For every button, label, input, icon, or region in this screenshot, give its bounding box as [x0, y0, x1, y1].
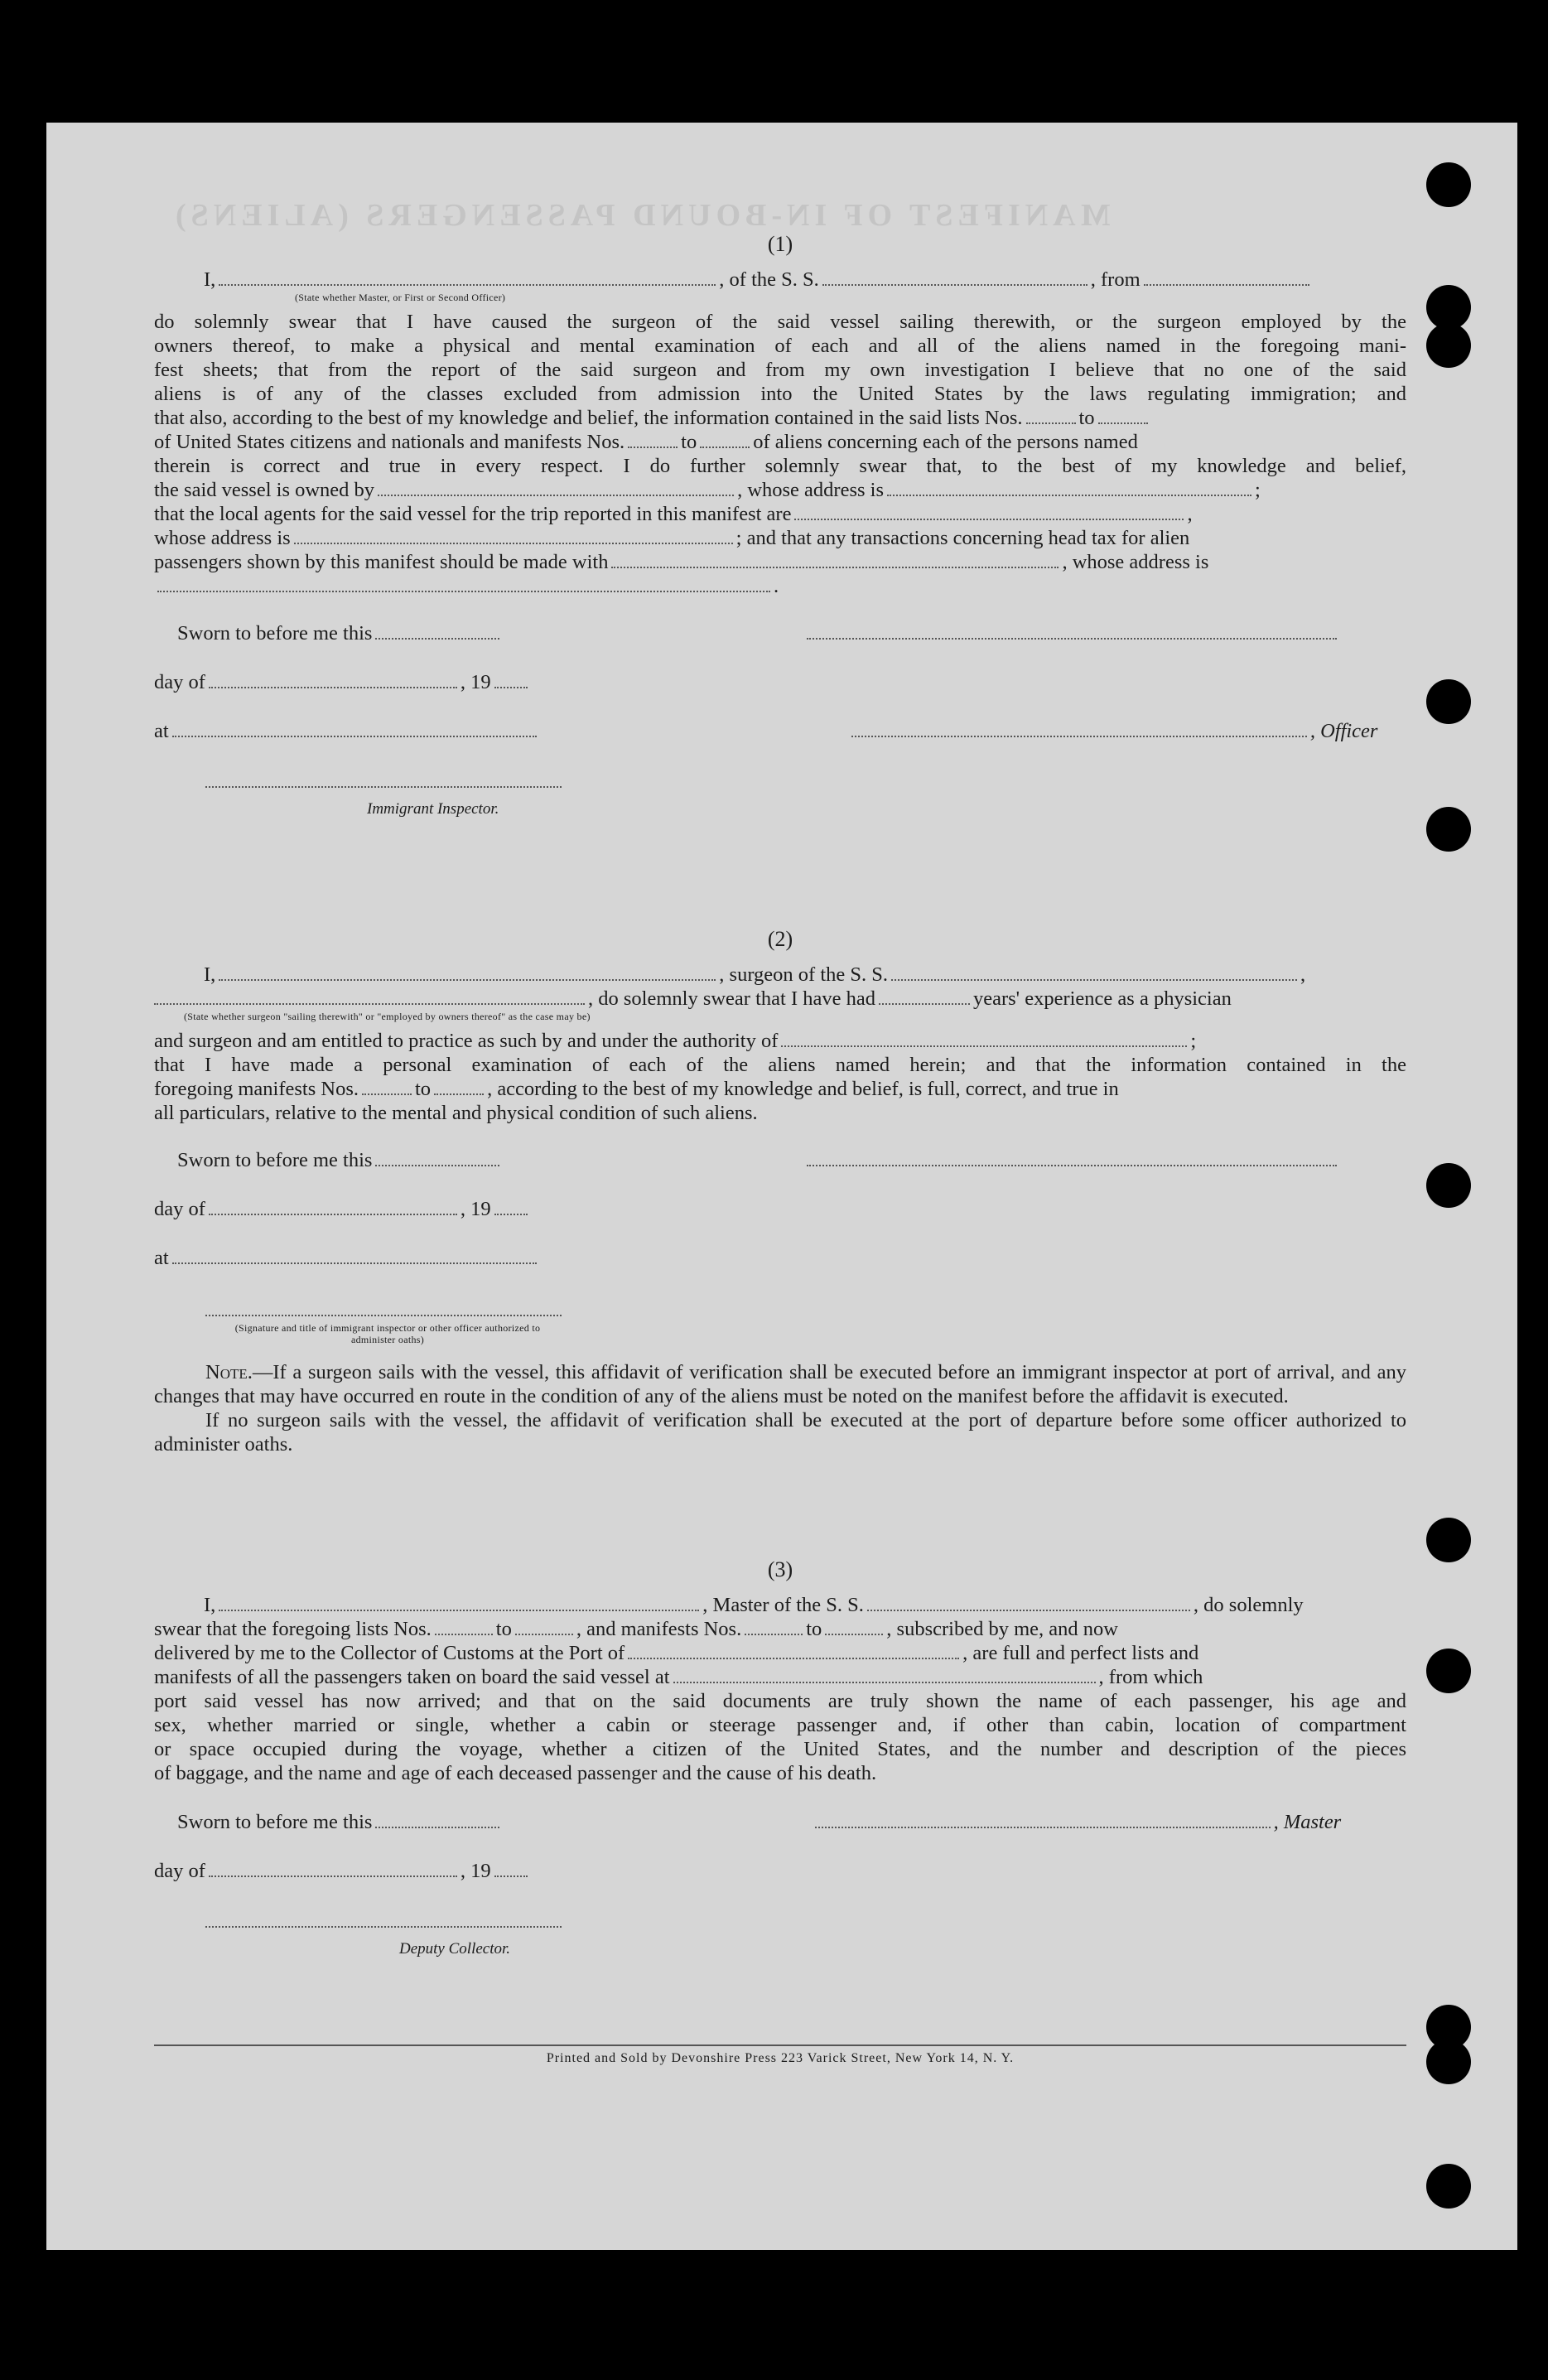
s2-line-1: I, , surgeon of the S. S. ,: [204, 963, 1306, 986]
s3-year-field[interactable]: [494, 1861, 528, 1877]
s2-all-line: all particulars, relative to the mental and physical condition of such aliens.: [154, 1102, 758, 1124]
s2-manifest-to-field[interactable]: [434, 1079, 484, 1095]
port-field[interactable]: [628, 1643, 959, 1659]
authority-field[interactable]: [781, 1031, 1187, 1047]
ship-name-field[interactable]: [822, 269, 1087, 286]
punch-hole-8: [1426, 1649, 1471, 1693]
punch-hole-1: [1426, 162, 1471, 207]
s3-line-3: delivered by me to the Collector of Customs at the Port of , are full and perfect lists and: [154, 1642, 1199, 1664]
s2-inspector-block: [205, 1298, 1406, 1345]
from-port-field[interactable]: [1144, 269, 1309, 286]
lists-to-field[interactable]: [1098, 408, 1148, 424]
s3-line-4: manifests of all the passengers taken on board the said vessel at , from which: [154, 1666, 1203, 1688]
s2-at-row: at: [154, 1246, 1406, 1270]
s1-owner-line: the said vessel is owned by , whose address is ;: [154, 479, 1261, 501]
s1-month-field[interactable]: [209, 672, 457, 688]
s1-inspector-block: [205, 770, 1406, 821]
s3-sworn-row: Sworn to before me this , Master: [177, 1811, 1342, 1833]
form-sheet: [46, 123, 1517, 2250]
s2-signature-field[interactable]: [807, 1150, 1337, 1166]
s3-manifests-from-field[interactable]: [745, 1619, 803, 1635]
s2-inspector-signature-field[interactable]: [205, 1300, 562, 1316]
s2-place-field[interactable]: [172, 1248, 537, 1264]
deputy-collector-caption: Deputy Collector.: [399, 1940, 511, 1958]
punch-hole-11: [1426, 2164, 1471, 2209]
s3-manifests-to-field[interactable]: [825, 1619, 883, 1635]
s3-line-1: I, , Master of the S. S. , do solemnly: [204, 1594, 1304, 1616]
punch-hole-4: [1426, 679, 1471, 724]
bleed-through-header: MANIFEST OF IN-BOUND PASSENGERS (ALIENS): [171, 198, 1111, 233]
s1-para-line-3: fest sheets; that from the report of the said surgeon and from my own investigation I believe that no one of the said: [154, 359, 1406, 381]
s3-lists-to-field[interactable]: [515, 1619, 573, 1635]
s3-sworn-day-field[interactable]: [375, 1812, 499, 1828]
section-2: [154, 927, 1406, 1456]
s2-note-paragraph-2: If no surgeon sails with the vessel, the affidavit of verification shall be executed at the port of departure before some officer authorized to administer oaths.: [154, 1409, 1406, 1456]
s3-line-2: swear that the foregoing lists Nos. to , and manifests Nos. to , subscribed by me, and now: [154, 1618, 1118, 1640]
s1-signature-field[interactable]: [807, 623, 1337, 640]
master-name-field[interactable]: [219, 1595, 699, 1611]
s1-para-line-7: therein is correct and true in every respect. I do further solemnly swear that, to the best of my knowledge and belief,: [154, 455, 1406, 477]
s1-at-row: at , Officer: [154, 720, 1378, 742]
s2-year-field[interactable]: [494, 1199, 528, 1215]
owner-address-field[interactable]: [887, 480, 1251, 496]
s1-year-field[interactable]: [494, 672, 528, 688]
punch-hole-5: [1426, 807, 1471, 852]
s2-signature-note: (Signature and title of immigrant inspector or other officer authorized to administer oaths): [234, 1322, 541, 1345]
years-experience-field[interactable]: [879, 988, 970, 1005]
agents-address-field[interactable]: [294, 528, 733, 544]
s2-dayof-row: day of , 19: [154, 1197, 1406, 1221]
s2-sworn-day-field[interactable]: [375, 1150, 499, 1166]
section-1: [154, 232, 1406, 821]
s1-para-line-4: aliens is of any of the classes excluded from admission into the United States by the laws regulating immigration; and: [154, 383, 1406, 405]
s1-headtax-address-line: .: [154, 574, 1406, 598]
s2-status-note: (State whether surgeon "sailing therewith" or "employed by owners thereof" as the case may be): [184, 1011, 591, 1022]
s1-place-field[interactable]: [172, 721, 537, 737]
s2-line-2: , do solemnly swear that I have had years' experience as a physician: [154, 987, 1406, 1011]
s3-dayof-row: day of , 19: [154, 1859, 1406, 1883]
s2-manifest-from-field[interactable]: [362, 1079, 412, 1095]
s1-para-line-6: of United States citizens and nationals and manifests Nos. to of aliens concerning each of the persons named: [154, 431, 1138, 453]
s3-collector-block: [205, 1909, 1406, 1961]
s1-agents-address-line: whose address is ; and that any transactions concerning head tax for alien: [154, 527, 1190, 549]
s1-officer-signature-field[interactable]: [851, 721, 1307, 737]
punch-hole-3: [1426, 323, 1471, 368]
s3-rest-line-1: port said vessel has now arrived; and that on the said documents are truly shown the name of each passenger, his age and: [154, 1690, 1406, 1712]
s1-inspector-caption: Immigrant Inspector.: [367, 800, 499, 818]
section-3-number: (3): [767, 1557, 793, 1581]
s1-officer-note: (State whether Master, or First or Second Officer): [295, 292, 506, 303]
s3-lists-from-field[interactable]: [435, 1619, 493, 1635]
s2-sworn-row: Sworn to before me this: [154, 1148, 1406, 1172]
s1-para-line-1: do solemnly swear that I have caused the surgeon of the said vessel sailing therewith, or the surgeon employed by the: [154, 311, 1406, 333]
s2-ship-field[interactable]: [891, 964, 1297, 981]
s1-agents-line: that the local agents for the said vessel for the trip reported in this manifest are ,: [154, 503, 1193, 525]
punch-hole-6: [1426, 1163, 1471, 1208]
lists-from-field[interactable]: [1026, 408, 1076, 424]
s1-para-line-5: that also, according to the best of my knowledge and belief, the information contained in the said lists Nos. to: [154, 406, 1406, 430]
s1-para-line-2: owners thereof, to make a physical and mental examination of each and all of the aliens named in the foregoing mani-: [154, 335, 1406, 357]
owner-field[interactable]: [378, 480, 734, 496]
section-1-number: (1): [767, 232, 793, 256]
s3-ship-field[interactable]: [867, 1595, 1190, 1611]
agents-field[interactable]: [794, 504, 1184, 520]
s3-rest-line-4: of baggage, and the name and age of each deceased passenger and the cause of his death.: [154, 1762, 877, 1784]
section-3: [154, 1557, 1406, 1961]
s3-rest-line-3: or space occupied during the voyage, whether a citizen of the United States, and the number and description of the pieces: [154, 1738, 1406, 1760]
manifests-from-field[interactable]: [628, 432, 678, 448]
punch-hole-7: [1426, 1518, 1471, 1562]
section-2-number: (2): [767, 927, 793, 951]
s1-headtax-line: passengers shown by this manifest should be made with , whose address is: [154, 551, 1209, 573]
s1-inspector-signature-field[interactable]: [205, 771, 562, 788]
s3-rest-line-2: sex, whether married or single, whether a cabin or steerage passenger and, if other than cabin, location of compartment: [154, 1714, 1406, 1736]
printer-footer: Printed and Sold by Devonshire Press 223 Varick Street, New York 14, N. Y.: [154, 2044, 1406, 2066]
s1-sworn-day-field[interactable]: [375, 623, 499, 640]
s3-month-field[interactable]: [209, 1861, 457, 1877]
s2-note-block: [154, 1360, 1406, 1456]
officer-name-field[interactable]: [219, 269, 716, 286]
punch-hole-10: [1426, 2040, 1471, 2084]
manifests-to-field[interactable]: [700, 432, 750, 448]
s2-month-field[interactable]: [209, 1199, 457, 1215]
s1-sworn-row: Sworn to before me this: [154, 621, 1406, 645]
deputy-collector-signature-field[interactable]: [205, 1911, 562, 1928]
s2-note-paragraph-1: Note.—If a surgeon sails with the vessel, this affidavit of verification shall be executed before an immigrant inspector at port of arrival, and any changes that may have occurred en route in the condition of any of the aliens must be noted on the manifest before the affidavit is executed.: [154, 1361, 1406, 1407]
s2-made-line: that I have made a personal examination of each of the aliens named herein; and that the information contained in the: [154, 1054, 1406, 1076]
s2-foregoing-line: foregoing manifests Nos. to , according to the best of my knowledge and belief, is full, correct, and true in: [154, 1078, 1119, 1100]
headtax-address-field[interactable]: [157, 576, 770, 592]
s1-dayof-row: day of , 19: [154, 670, 1406, 694]
s2-practice-line: and surgeon and am entitled to practice as such by and under the authority of ;: [154, 1030, 1197, 1052]
surgeon-name-field[interactable]: [219, 964, 716, 981]
headtax-contact-field[interactable]: [611, 552, 1059, 568]
affidavit-content: [154, 232, 1406, 1961]
master-signature-field[interactable]: [815, 1812, 1271, 1828]
boarding-port-field[interactable]: [673, 1667, 1096, 1683]
s1-line-1: I, , of the S. S. , from: [154, 268, 1406, 292]
surgeon-status-field[interactable]: [154, 988, 585, 1005]
